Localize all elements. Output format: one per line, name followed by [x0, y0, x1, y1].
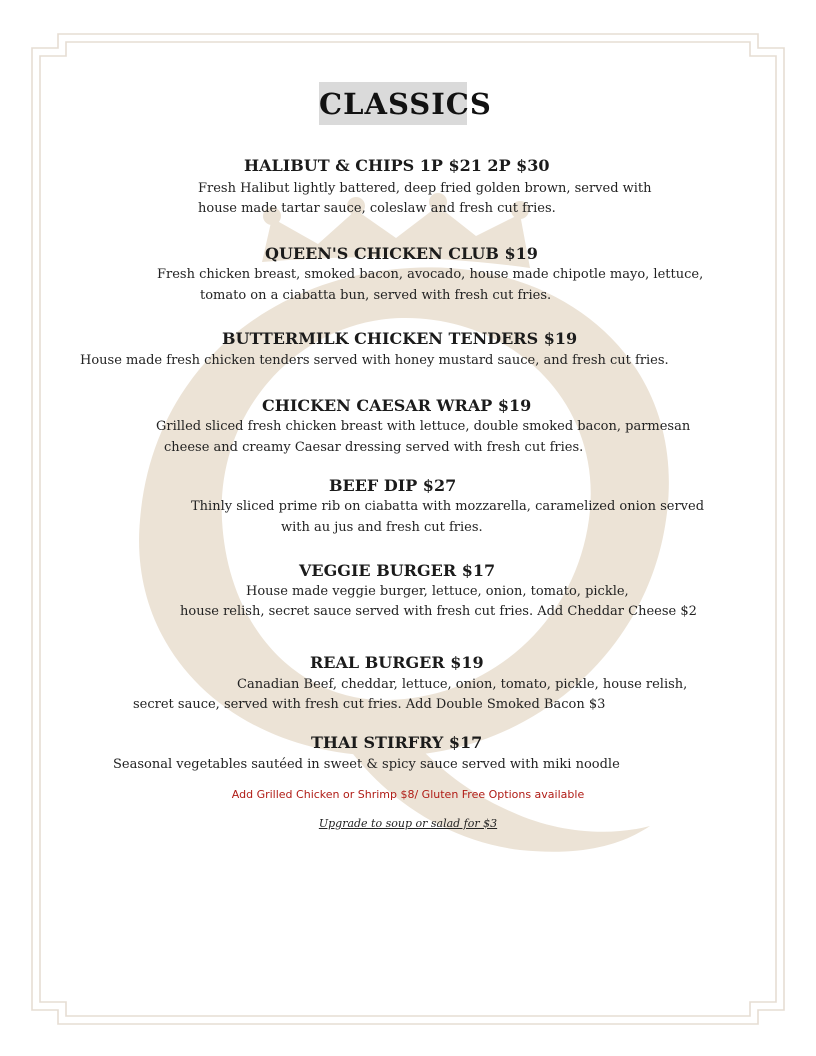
menu-item-desc-line: Fresh chicken breast, smoked bacon, avocado, house made chipotle mayo, lettuce, — [157, 267, 704, 282]
menu-item-desc-line: Seasonal vegetables sautéed in sweet & spicy sauce served with miki noodle — [113, 757, 620, 772]
menu-item-desc-line: House made fresh chicken tenders served with honey mustard sauce, and fresh cut fries. — [80, 353, 669, 368]
section-title-box — [319, 82, 492, 125]
menu-item-desc-line: Grilled sliced fresh chicken breast with lettuce, double smoked bacon, parmesan — [156, 419, 691, 434]
menu-item-title-beef-dip: BEEF DIP $27 — [329, 476, 457, 495]
menu-item-title-buttermilk-chicken-tenders: BUTTERMILK CHICKEN TENDERS $19 — [222, 329, 578, 348]
addon-note: Add Grilled Chicken or Shrimp $8/ Gluten Free Options available — [231, 788, 585, 801]
menu-item-desc-line: cheese and creamy Caesar dressing served with fresh cut fries. — [164, 440, 584, 455]
menu-item-title-veggie-burger: VEGGIE BURGER $17 — [299, 561, 496, 580]
upgrade-note: Upgrade to soup or salad for $3 — [318, 817, 498, 830]
menu-item-desc-line: house relish, secret sauce served with fresh cut fries. Add Cheddar Cheese $2 — [180, 604, 697, 619]
menu-item-desc-line: House made veggie burger, lettuce, onion, tomato, pickle, — [246, 584, 629, 599]
menu-item-desc-line: secret sauce, served with fresh cut fries. Add Double Smoked Bacon $3 — [133, 697, 606, 712]
section-title: CLASSICS — [319, 87, 492, 121]
menu-item-desc-line: with au jus and fresh cut fries. — [281, 520, 483, 535]
menu-item-title-thai-stirfry: THAI STIRFRY $17 — [311, 733, 483, 752]
menu-item-desc-line: Canadian Beef, cheddar, lettuce, onion, tomato, pickle, house relish, — [237, 677, 688, 692]
menu-item-desc-line: Fresh Halibut lightly battered, deep fried golden brown, served with — [198, 181, 652, 196]
menu-item-title-chicken-caesar-wrap: CHICKEN CAESAR WRAP $19 — [262, 396, 532, 415]
menu-item-desc-line: house made tartar sauce, coleslaw and fresh cut fries. — [198, 201, 556, 216]
menu-item-title-halibut-chips: HALIBUT & CHIPS 1P $21 2P $30 — [244, 156, 550, 175]
menu-item-title-real-burger: REAL BURGER $19 — [310, 653, 484, 672]
menu-item-desc-line: tomato on a ciabatta bun, served with fresh cut fries. — [200, 288, 552, 303]
menu-item-title-queens-chicken-club: QUEEN'S CHICKEN CLUB $19 — [265, 244, 538, 263]
menu-item-desc-line: Thinly sliced prime rib on ciabatta with mozzarella, caramelized onion served — [191, 499, 705, 514]
